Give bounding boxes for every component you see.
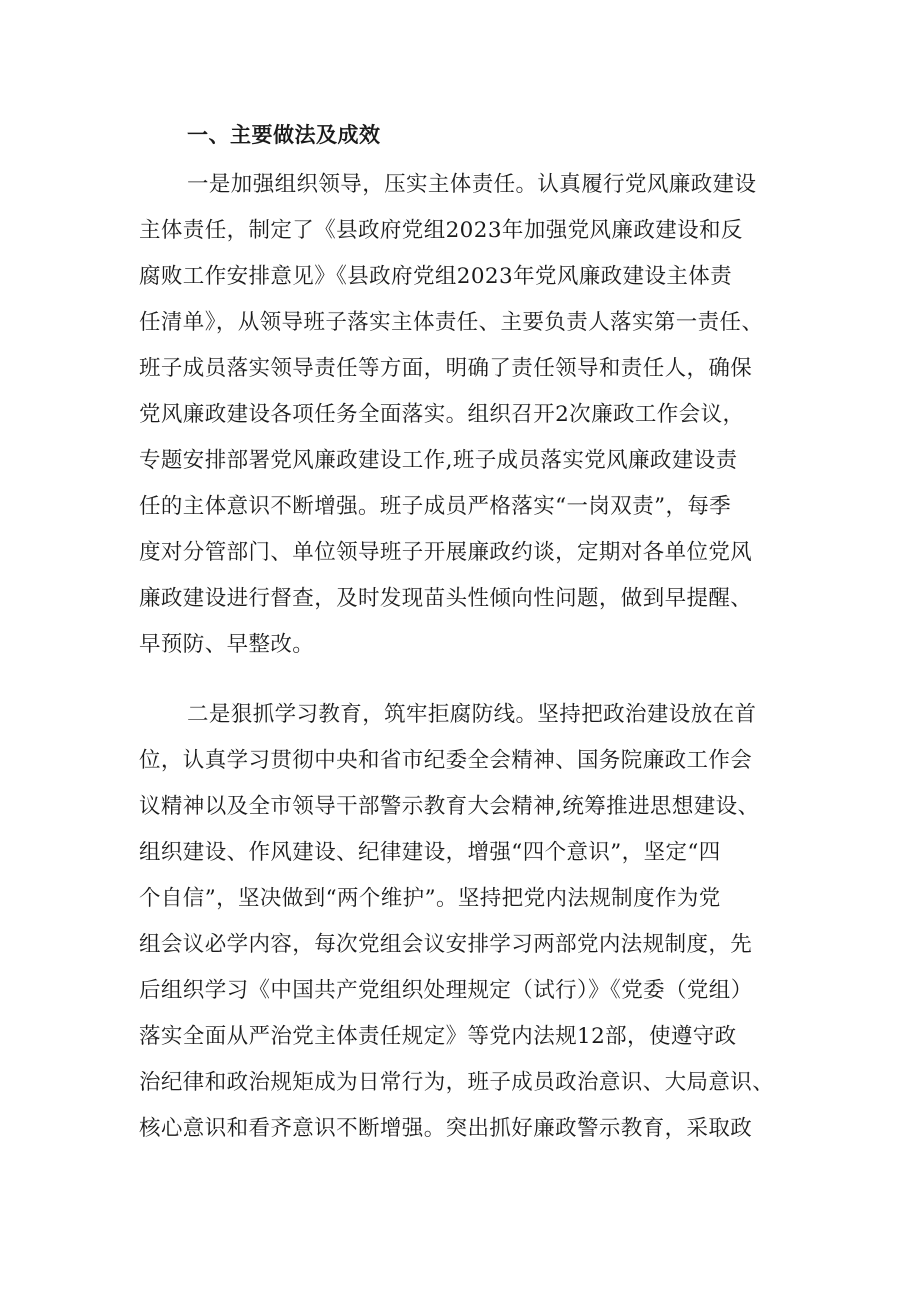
paragraph-line: 个自信”，坚决做到“两个维护”。坚持把党内法规制度作为党: [139, 886, 721, 911]
paragraph-line: 廉政建设进行督查，及时发现苗头性倾向性问题，做到早提醒、: [139, 586, 753, 611]
paragraph-line: 二是狠抓学习教育，筑牢拒腐防线。坚持把政治建设放在首: [187, 702, 757, 727]
paragraph-line: 主体责任，制定了《县政府党组2023年加强党风廉政建设和反: [139, 218, 743, 243]
paragraph-line: 后组织学习《中国共产党组织处理规定（试行）》《党委（党组）: [139, 978, 753, 1003]
paragraph-line: 党风廉政建设各项任务全面落实。组织召开2次廉政工作会议，: [139, 402, 745, 427]
paragraph-line: 落实全面从严治党主体责任规定》等党内法规12部，使遵守政: [139, 1024, 737, 1049]
paragraph-line: 一是加强组织领导，压实主体责任。认真履行党风廉政建设: [187, 172, 757, 197]
paragraph-line: 度对分管部门、单位领导班子开展廉政约谈，定期对各单位党风: [139, 540, 753, 565]
paragraph-1: [139, 162, 789, 668]
paragraph-line: 位，认真学习贯彻中央和省市纪委全会精神、国务院廉政工作会: [139, 748, 753, 773]
paragraph-line: 任的主体意识不断增强。班子成员严格落实“一岗双责”，每季: [139, 494, 732, 519]
paragraph-line: 治纪律和政治规矩成为日常行为，班子成员政治意识、大局意识、: [139, 1070, 775, 1095]
paragraph-line: 组会议必学内容，每次党组会议安排学习两部党内法规制度，先: [139, 932, 753, 957]
paragraph-line: 任清单》，从领导班子落实主体责任、主要负责人落实第一责任、: [139, 310, 764, 335]
paragraph-line: 议精神以及全市领导干部警示教育大会精神,统筹推进思想建设、: [139, 794, 760, 819]
paragraph-line: 组织建设、作风建设、纪律建设，增强“四个意识”，坚定“四: [139, 840, 721, 865]
paragraph-line: 核心意识和看齐意识不断增强。突出抓好廉政警示教育，采取政: [139, 1116, 753, 1141]
section-heading: 一、主要做法及成效: [187, 123, 381, 147]
paragraph-line: 班子成员落实领导责任等方面，明确了责任领导和责任人，确保: [139, 356, 753, 381]
paragraph-line: 早预防、早整改。: [139, 632, 315, 657]
paragraph-2: [139, 692, 789, 1152]
paragraph-line: 腐败工作安排意见》《县政府党组2023年党风廉政建设主体责: [139, 264, 733, 289]
paragraph-line: 专题安排部署党风廉政建设工作,班子成员落实党风廉政建设责: [139, 448, 738, 473]
